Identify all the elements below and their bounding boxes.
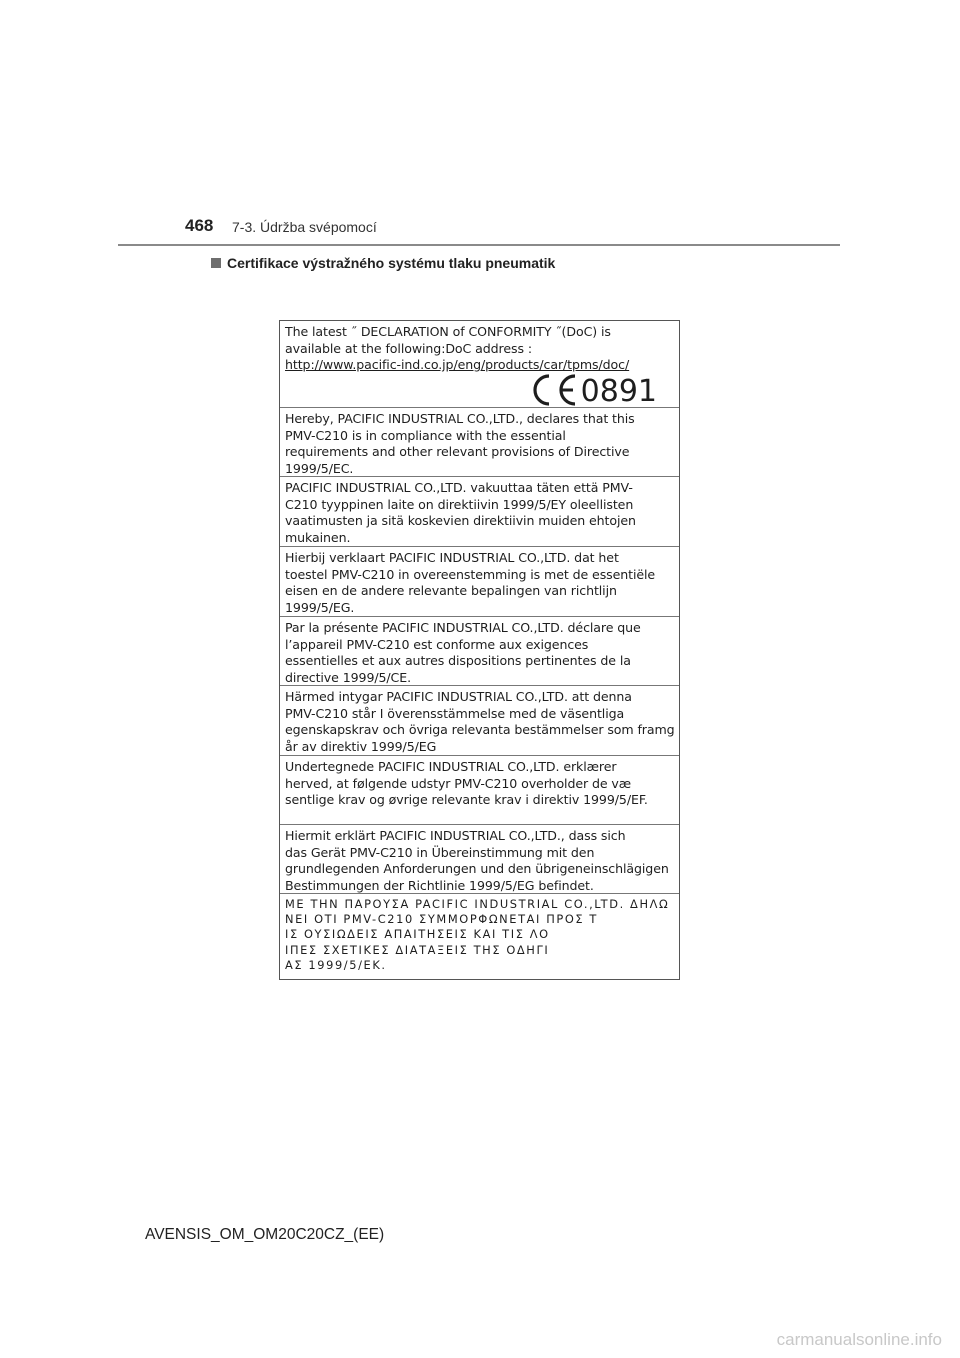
header-divider	[118, 244, 840, 246]
notified-body-number: 0891	[580, 374, 657, 409]
square-bullet-icon	[211, 258, 221, 268]
declaration-de	[280, 825, 679, 894]
certificate-box	[279, 320, 680, 980]
declaration-text: Hierbij verklaart PACIFIC INDUSTRIAL CO.,LTD. dat het toestel PMV-C210 in overeenstemming is met de essentiële eisen en de andere relevante bepalingen van richtlijn 1999/5/EG.	[285, 550, 656, 615]
ce-mark-icon	[527, 373, 579, 407]
declaration-text: Härmed intygar PACIFIC INDUSTRIAL CO.,LTD. att denna PMV-C210 står I överensstämmelse med de väsentliga egenskapskrav och övriga relevanta bestämmelser som framg år av direktiv 1999/5/EG	[285, 689, 675, 754]
declaration-text: ΜΕ ΤΗΝ ΠΑΡΟΥΣΑ PACIFIC INDUSTRIAL CO.,LTD. ΔΗΛΩ ΝΕΙ ΟΤΙ PMV-C210 ΣΥΜΜΟΡΦΩΝΕΤΑΙ ΠΡΟΣ Τ ΙΣ ΟΥΣΙΩΔΕΙΣ ΑΠΑΙΤΗΣΕΙΣ ΚΑΙ ΤΙΣ ΛΟ ΙΠΕΣ ΣΧΕΤΙΚΕΣ ΔΙΑΤΑΞΕΙΣ ΤΗΣ ΟΔΗΓΙ ΑΣ 1999/5/ΕΚ.	[285, 897, 670, 972]
declaration-text: Par la présente PACIFIC INDUSTRIAL CO.,LTD. déclare que l’appareil PMV-C210 est conforme aux exigences essentielles et aux autres dispositions pertinentes de la directive 1999/5/CE.	[285, 620, 641, 685]
declaration-en	[280, 408, 679, 477]
declaration-fr	[280, 617, 679, 686]
declaration-sv	[280, 686, 679, 756]
watermark: carmanualsonline.info	[776, 1330, 942, 1349]
declaration-text: Hiermit erklärt PACIFIC INDUSTRIAL CO.,LTD., dass sich das Gerät PMV-C210 in Übereinstimmung mit den grundlegenden Anforderungen und den übrigeneinschlägigen Bestimmungen der Richtlinie 1999/5/EG befindet.	[285, 828, 669, 893]
subheading-text: Certifikace výstražného systému tlaku pneumatik	[227, 255, 556, 271]
declaration-text: PACIFIC INDUSTRIAL CO.,LTD. vakuuttaa täten että PMV- C210 tyyppinen laite on direktiivin 1999/5/EY oleellisten vaatimusten ja sitä koskevien direktiivin muiden ehtojen mukainen.	[285, 480, 636, 545]
declaration-da	[280, 756, 679, 825]
doc-url-link[interactable]: http://www.pacific-ind.co.jp/eng/products/car/tpms/doc/	[285, 357, 630, 373]
page-number: 468	[185, 216, 214, 235]
doc-intro: The latest ˝ DECLARATION of CONFORMITY ˝(DoC) is available at the following:DoC address :	[285, 324, 611, 356]
declaration-text: Hereby, PACIFIC INDUSTRIAL CO.,LTD., declares that this PMV-C210 is in compliance with the essential requirements and other relevant provisions of Directive 1999/5/EC.	[285, 411, 635, 476]
declaration-fi	[280, 477, 679, 547]
declaration-nl	[280, 547, 679, 617]
ce-mark	[527, 373, 657, 407]
section-title: 7-3. Údržba svépomocí	[232, 219, 377, 235]
doc-section	[280, 321, 679, 408]
declaration-el	[280, 894, 679, 979]
declaration-text: Undertegnede PACIFIC INDUSTRIAL CO.,LTD. erklærer herved, at følgende udstyr PMV-C210 overholder de væ sentlige krav og øvrige relevante krav i direktiv 1999/5/EF.	[285, 759, 648, 808]
footer-document-code: AVENSIS_OM_OM20C20CZ_(EE)	[145, 1226, 385, 1243]
subheading	[211, 255, 555, 271]
